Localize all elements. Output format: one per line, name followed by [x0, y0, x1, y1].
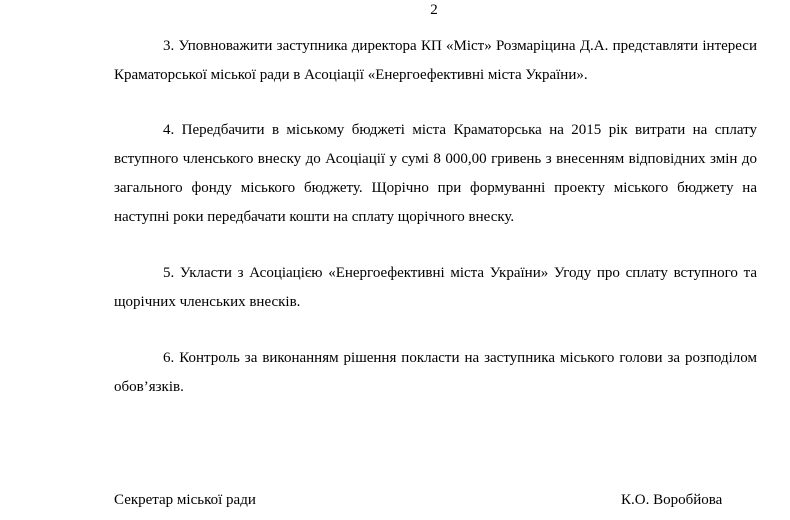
signature-title: Секретар міської ради	[114, 492, 256, 508]
paragraph-item-5: 5. Укласти з Асоціацією «Енергоефективні міста України» Угоду про сплату вступного та щорічних членських внесків.	[114, 265, 757, 310]
paragraph-item-3: 3. Уповноважити заступника директора КП «Міст» Розмаріцина Д.А. представляти інтереси Краматорської міської ради в Асоціації «Енергоефективні міста України».	[114, 38, 757, 83]
paragraph-item-6: 6. Контроль за виконанням рішення покласти на заступника міського голови за розподілом обов’язків.	[114, 350, 757, 395]
paragraph-item-4: 4. Передбачити в міському бюджеті міста Краматорська на 2015 рік витрати на сплату вступного членського внеску до Асоціації у сумі 8 000,00 гривень з внесенням відповідних змін до загального фонду міського бюджету. Щорічно при формуванні проекту міського бюджету на наступні роки передбачати кошти на сплату щорічного внеску.	[114, 122, 757, 225]
signature-name: К.О. Воробйова	[621, 492, 723, 508]
page-number: 2	[430, 2, 438, 18]
